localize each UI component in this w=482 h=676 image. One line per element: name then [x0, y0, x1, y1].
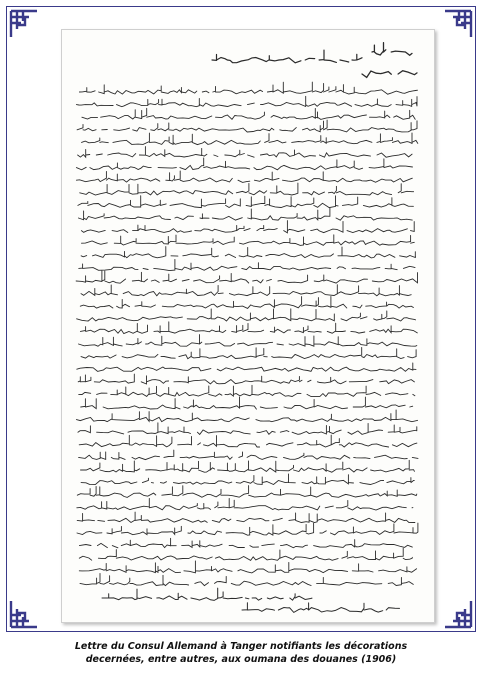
- handwriting-stroke: [79, 538, 412, 548]
- handwritten-letter-image: [61, 29, 435, 623]
- handwriting-stroke: [78, 423, 417, 435]
- handwriting-drawing: [62, 30, 434, 622]
- caption-line-2: decernées, entre autres, aux oumana des douanes (1906): [85, 654, 397, 665]
- handwriting-stroke: [79, 548, 412, 560]
- handwriting-stroke: [77, 523, 418, 535]
- handwriting-stroke: [77, 363, 416, 371]
- handwriting-stroke: [79, 259, 415, 270]
- handwriting-stroke: [76, 171, 412, 182]
- handwriting-stroke: [81, 285, 413, 296]
- handwriting-stroke: [76, 96, 417, 106]
- handwriting-stroke: [78, 196, 414, 208]
- handwriting-stroke: [79, 335, 417, 347]
- handwriting-stroke: [79, 82, 417, 94]
- handwriting-stroke: [80, 183, 414, 195]
- handwriting-stroke: [77, 512, 415, 523]
- handwriting-stroke: [76, 271, 417, 283]
- handwriting-stroke: [79, 385, 415, 396]
- handwriting-stroke: [79, 450, 418, 460]
- handwriting-stroke: [78, 208, 412, 220]
- handwriting-stroke: [80, 322, 417, 334]
- page-frame: [6, 6, 476, 632]
- corner-ornament-icon: [429, 7, 475, 53]
- handwriting-stroke: [82, 108, 416, 119]
- handwriting-stroke: [79, 561, 416, 573]
- handwriting-stroke: [102, 588, 312, 600]
- handwriting-stroke: [77, 120, 417, 132]
- handwriting-stroke: [81, 347, 416, 358]
- corner-ornament-icon: [429, 585, 475, 631]
- corner-ornament-icon: [7, 585, 53, 631]
- handwriting-stroke: [82, 235, 415, 246]
- handwriting-stroke: [76, 410, 417, 422]
- handwriting-stroke: [242, 603, 402, 613]
- handwriting-stroke: [78, 374, 414, 384]
- handwriting-stroke: [81, 247, 415, 258]
- handwriting-stroke: [77, 309, 416, 321]
- handwriting-stroke: [81, 221, 414, 233]
- handwriting-stroke: [78, 147, 413, 158]
- handwriting-stroke: [81, 397, 413, 409]
- handwriting-stroke: [212, 50, 362, 63]
- handwriting-stroke: [80, 574, 413, 586]
- handwriting-stroke: [82, 133, 418, 145]
- handwriting-stroke: [77, 486, 417, 498]
- handwriting-stroke: [77, 498, 413, 510]
- handwriting-stroke: [362, 71, 417, 78]
- handwriting-stroke: [80, 297, 413, 309]
- handwriting-stroke: [81, 474, 414, 485]
- handwriting-stroke: [372, 43, 412, 56]
- figure-caption: [20, 640, 462, 666]
- caption-line-1: Lettre du Consul Allemand à Tanger notifiants les décorations: [74, 641, 408, 652]
- handwriting-stroke: [76, 158, 412, 170]
- handwriting-stroke: [81, 460, 415, 472]
- corner-ornament-icon: [7, 7, 53, 53]
- handwriting-stroke: [79, 435, 417, 447]
